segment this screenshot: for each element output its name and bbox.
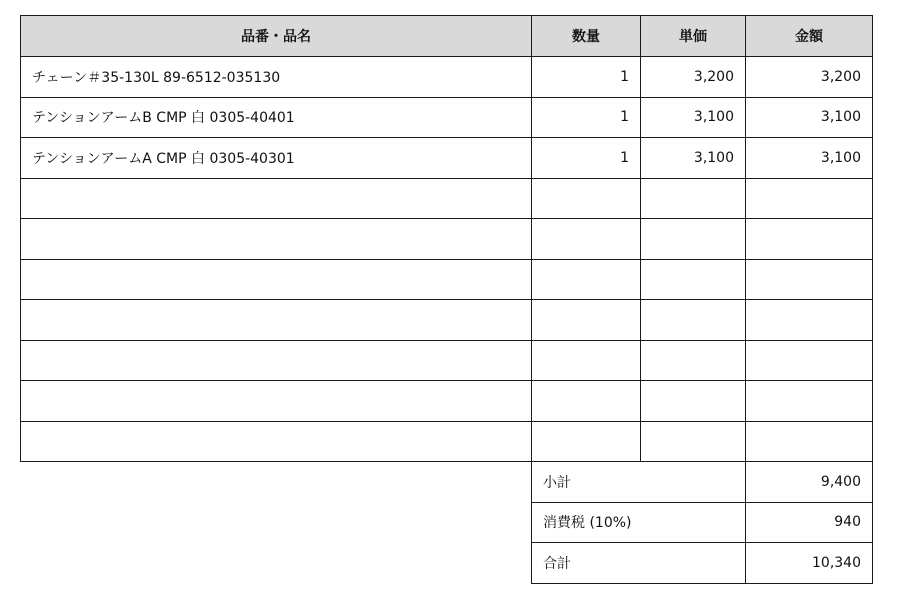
table-row — [21, 97, 873, 138]
subtotal-label: 小計 — [532, 462, 746, 503]
header-quantity: 数量 — [532, 16, 641, 57]
amount-cell — [746, 381, 873, 422]
quantity-cell: 1 — [532, 57, 641, 98]
item-name-cell — [21, 300, 532, 341]
table-row — [21, 259, 873, 300]
tax-label: 消費税 (10%) — [532, 502, 746, 543]
unit-price-cell: 3,100 — [641, 97, 746, 138]
table-row — [21, 421, 873, 462]
amount-cell — [746, 340, 873, 381]
item-name-cell — [21, 259, 532, 300]
quantity-cell: 1 — [532, 138, 641, 179]
quantity-cell — [532, 219, 641, 260]
totals-table — [531, 461, 873, 584]
total-label: 合計 — [532, 543, 746, 584]
table-row — [21, 219, 873, 260]
table-row — [21, 340, 873, 381]
unit-price-cell — [641, 259, 746, 300]
table-row — [21, 57, 873, 98]
quantity-cell — [532, 421, 641, 462]
tax-row — [532, 502, 873, 543]
quantity-cell — [532, 178, 641, 219]
item-name-cell: チェーン＃35-130L 89-6512-035130 — [21, 57, 532, 98]
item-name-cell: テンションアームB CMP 白 0305-40401 — [21, 97, 532, 138]
quantity-cell — [532, 381, 641, 422]
amount-cell: 3,100 — [746, 138, 873, 179]
table-row — [21, 178, 873, 219]
table-header-row — [21, 16, 873, 57]
unit-price-cell — [641, 178, 746, 219]
amount-cell — [746, 300, 873, 341]
quantity-cell — [532, 300, 641, 341]
unit-price-cell — [641, 300, 746, 341]
amount-cell — [746, 421, 873, 462]
item-name-cell — [21, 219, 532, 260]
total-row — [532, 543, 873, 584]
quantity-cell — [532, 259, 641, 300]
table-row — [21, 381, 873, 422]
quantity-cell — [532, 340, 641, 381]
item-name-cell — [21, 340, 532, 381]
line-items-body — [21, 57, 873, 462]
header-unit-price: 単価 — [641, 16, 746, 57]
amount-cell: 3,200 — [746, 57, 873, 98]
item-name-cell — [21, 381, 532, 422]
table-row — [21, 138, 873, 179]
unit-price-cell — [641, 340, 746, 381]
amount-cell: 3,100 — [746, 97, 873, 138]
unit-price-cell: 3,100 — [641, 138, 746, 179]
amount-cell — [746, 259, 873, 300]
item-name-cell — [21, 421, 532, 462]
total-value: 10,340 — [746, 543, 873, 584]
subtotal-row — [532, 462, 873, 503]
amount-cell — [746, 178, 873, 219]
unit-price-cell — [641, 219, 746, 260]
header-item-name: 品番・品名 — [21, 16, 532, 57]
line-items-table — [20, 15, 873, 462]
unit-price-cell — [641, 421, 746, 462]
table-row — [21, 300, 873, 341]
tax-value: 940 — [746, 502, 873, 543]
item-name-cell: テンションアームA CMP 白 0305-40301 — [21, 138, 532, 179]
unit-price-cell: 3,200 — [641, 57, 746, 98]
unit-price-cell — [641, 381, 746, 422]
header-amount: 金額 — [746, 16, 873, 57]
subtotal-value: 9,400 — [746, 462, 873, 503]
amount-cell — [746, 219, 873, 260]
item-name-cell — [21, 178, 532, 219]
quantity-cell: 1 — [532, 97, 641, 138]
